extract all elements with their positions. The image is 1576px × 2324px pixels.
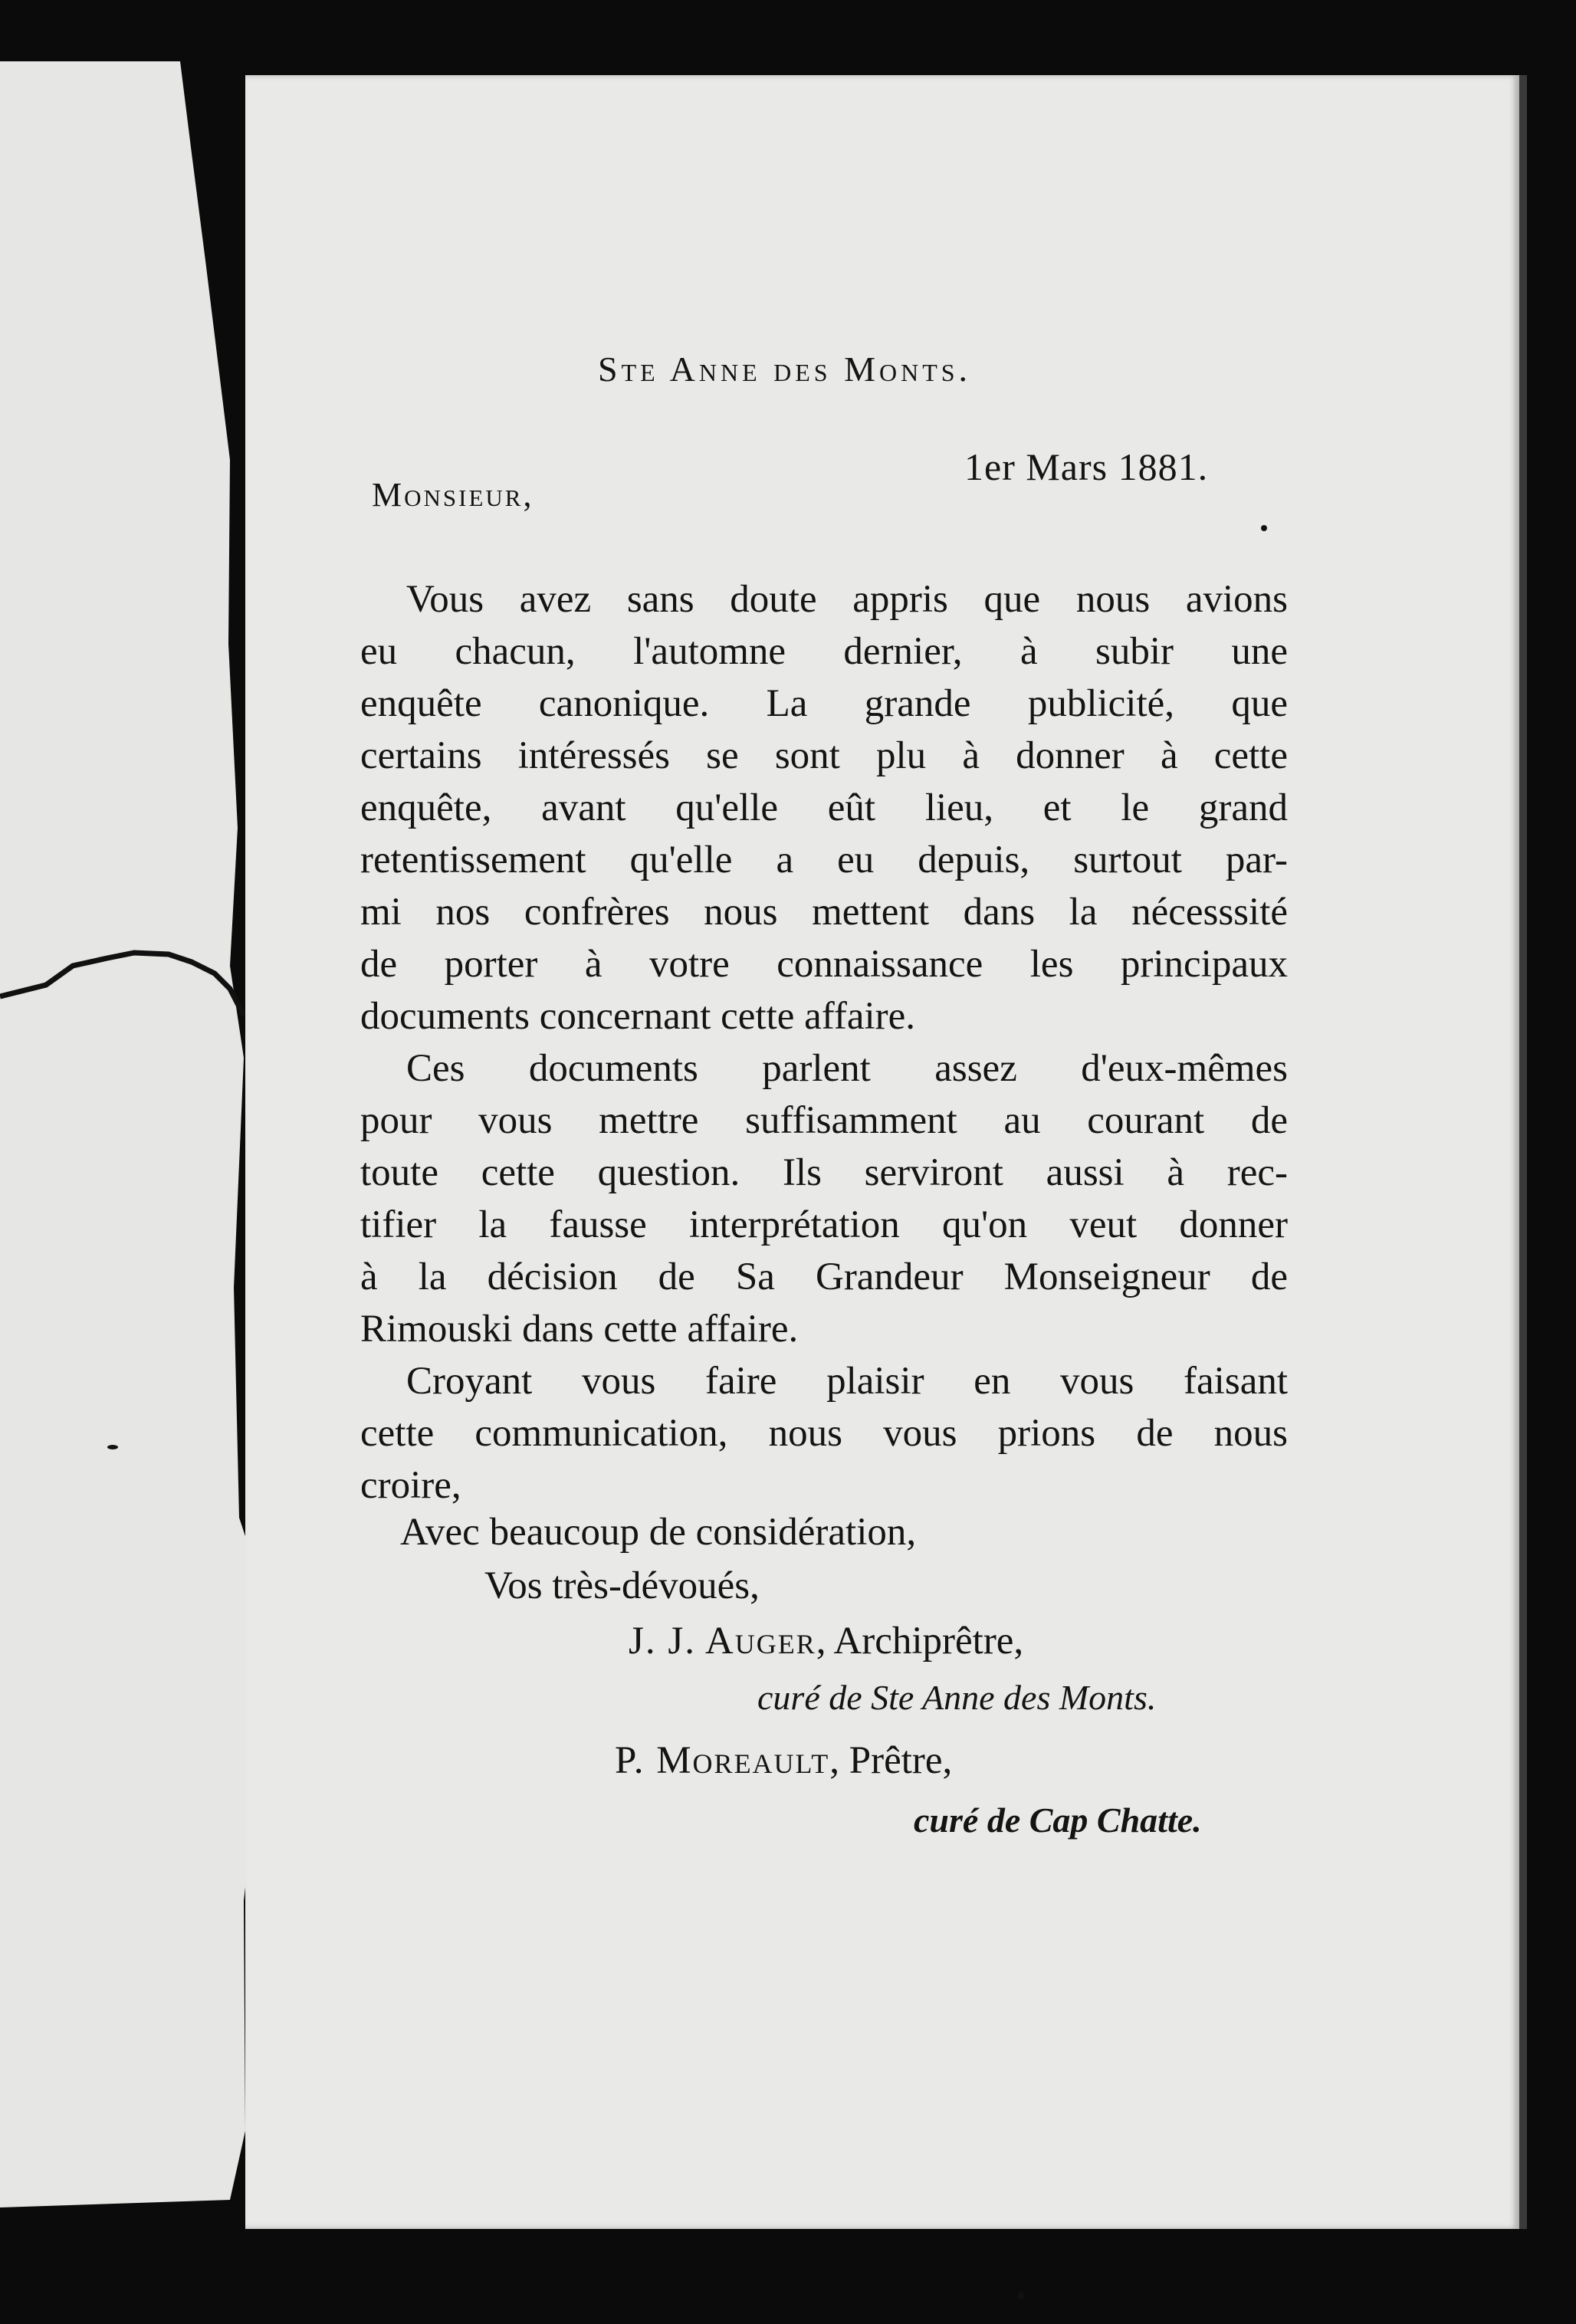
signer-1-title: , Archiprêtre,: [816, 1620, 1024, 1663]
body-line: de porter à votre connaissance les principaux: [360, 943, 1288, 986]
body-line: pour vous mettre suffisamment au courant de: [360, 1099, 1288, 1142]
body-line: Ces documents parlent assez d'eux-mêmes: [406, 1047, 1288, 1090]
place-heading: Ste Anne des Monts.: [598, 350, 972, 389]
ink-speck: [1261, 525, 1267, 531]
torn-left-page: [0, 61, 253, 2207]
body-line: cette communication, nous vous prions de nous: [360, 1412, 1288, 1455]
body-line: mi nos confrères nous mettent dans la nécesssité: [360, 891, 1288, 934]
body-line: toute cette question. Ils serviront aussi à rec-: [360, 1151, 1288, 1194]
body-line: Vous avez sans doute appris que nous avions: [406, 578, 1288, 621]
closing-formula: Avec beaucoup de considération,: [400, 1511, 917, 1554]
signer-2-name: P. Moreault: [615, 1739, 830, 1782]
signer-1-parish: curé de Ste Anne des Monts.: [757, 1678, 1157, 1717]
ink-speck: [1018, 2292, 1024, 2299]
closing-devoted: Vos très-dévoués,: [484, 1564, 760, 1607]
letter-date: 1er Mars 1881.: [964, 445, 1209, 488]
body-line: eu chacun, l'automne dernier, à subir une: [360, 630, 1288, 673]
body-line: certains intéressés se sont plu à donner à cette: [360, 734, 1288, 777]
body-line: retentissement qu'elle a eu depuis, surtout par-: [360, 839, 1288, 881]
body-line: à la décision de Sa Grandeur Monseigneur de: [360, 1256, 1288, 1298]
body-line: enquête canonique. La grande publicité, que: [360, 682, 1288, 725]
signer-2-parish: curé de Cap Chatte.: [914, 1800, 1202, 1840]
ink-speck: [107, 1445, 118, 1449]
body-line: Croyant vous faire plaisir en vous faisant: [406, 1360, 1288, 1403]
signature-2: [615, 1738, 952, 1783]
body-line: Rimouski dans cette affaire.: [360, 1308, 799, 1351]
signer-2-title: , Prêtre,: [829, 1739, 953, 1782]
signer-1-name: J. J. Auger: [629, 1620, 816, 1663]
body-line: tifier la fausse interprétation qu'on veut donner: [360, 1203, 1288, 1246]
salutation: Monsieur,: [372, 476, 534, 514]
body-line: enquête, avant qu'elle eût lieu, et le grand: [360, 786, 1288, 829]
signature-1: [629, 1619, 1023, 1663]
page-tear: [0, 931, 253, 1023]
body-line: documents concernant cette affaire.: [360, 995, 916, 1038]
body-line: croire,: [360, 1464, 461, 1507]
